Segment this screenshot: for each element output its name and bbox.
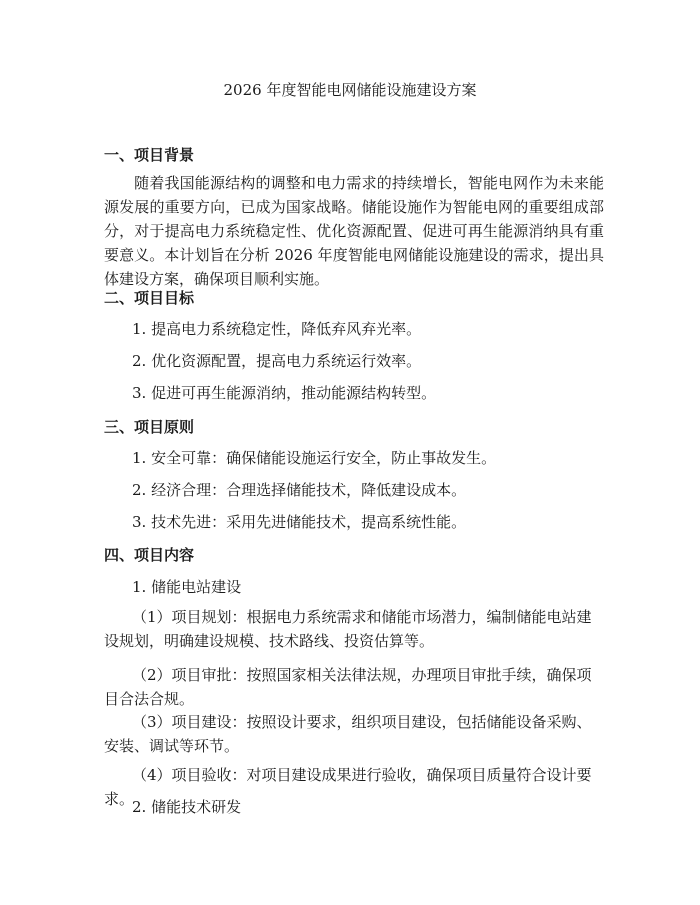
section-heading-content: 四、项目内容 <box>104 546 195 564</box>
section-heading-background: 一、项目背景 <box>104 146 195 164</box>
principle-item-1: 1. 安全可靠：确保储能设施运行安全，防止事故发生。 <box>132 449 497 467</box>
content-item-1: 1. 储能电站建设 <box>132 578 242 596</box>
section-heading-goals: 二、项目目标 <box>104 289 195 307</box>
principle-item-3: 3. 技术先进：采用先进储能技术，提高系统性能。 <box>132 513 467 531</box>
goal-item-3: 3. 促进可再生能源消纳，推动能源结构转型。 <box>132 384 437 402</box>
goal-item-2: 2. 优化资源配置，提高电力系统运行效率。 <box>132 352 422 370</box>
subitem-approval: （2）项目审批：按照国家相关法律法规，办理项目审批手续，确保项目合法合规。 <box>104 666 592 708</box>
principle-item-2: 2. 经济合理：合理选择储能技术，降低建设成本。 <box>132 481 467 499</box>
section-heading-principles: 三、项目原则 <box>104 418 195 436</box>
goal-item-1: 1. 提高电力系统稳定性，降低弃风弃光率。 <box>132 320 422 338</box>
content-item-2: 2. 储能技术研发 <box>132 798 242 816</box>
document-title: 2026 年度智能电网储能设施建设方案 <box>223 81 477 99</box>
subitem-construction: （3）项目建设：按照设计要求，组织项目建设，包括储能设备采购、安装、调试等环节。 <box>104 713 592 755</box>
subitem-planning: （1）项目规划：根据电力系统需求和储能市场潜力，编制储能电站建设规划，明确建设规模、技术路线、投资估算等。 <box>104 608 592 650</box>
background-paragraph: 随着我国能源结构的调整和电力需求的持续增长，智能电网作为未来能源发展的重要方向，已成为国家战略。储能设施作为智能电网的重要组成部分，对于提高电力系统稳定性、优化资源配置、促进可再生能源消纳具有重要意义。本计划旨在分析 2026 年度智能电网储能设施建设的需求，提出具体建设方案，确保项目顺利实施。 <box>104 174 604 288</box>
subitem-acceptance: （4）项目验收：对项目建设成果进行验收，确保项目质量符合设计要求。 <box>104 766 592 808</box>
